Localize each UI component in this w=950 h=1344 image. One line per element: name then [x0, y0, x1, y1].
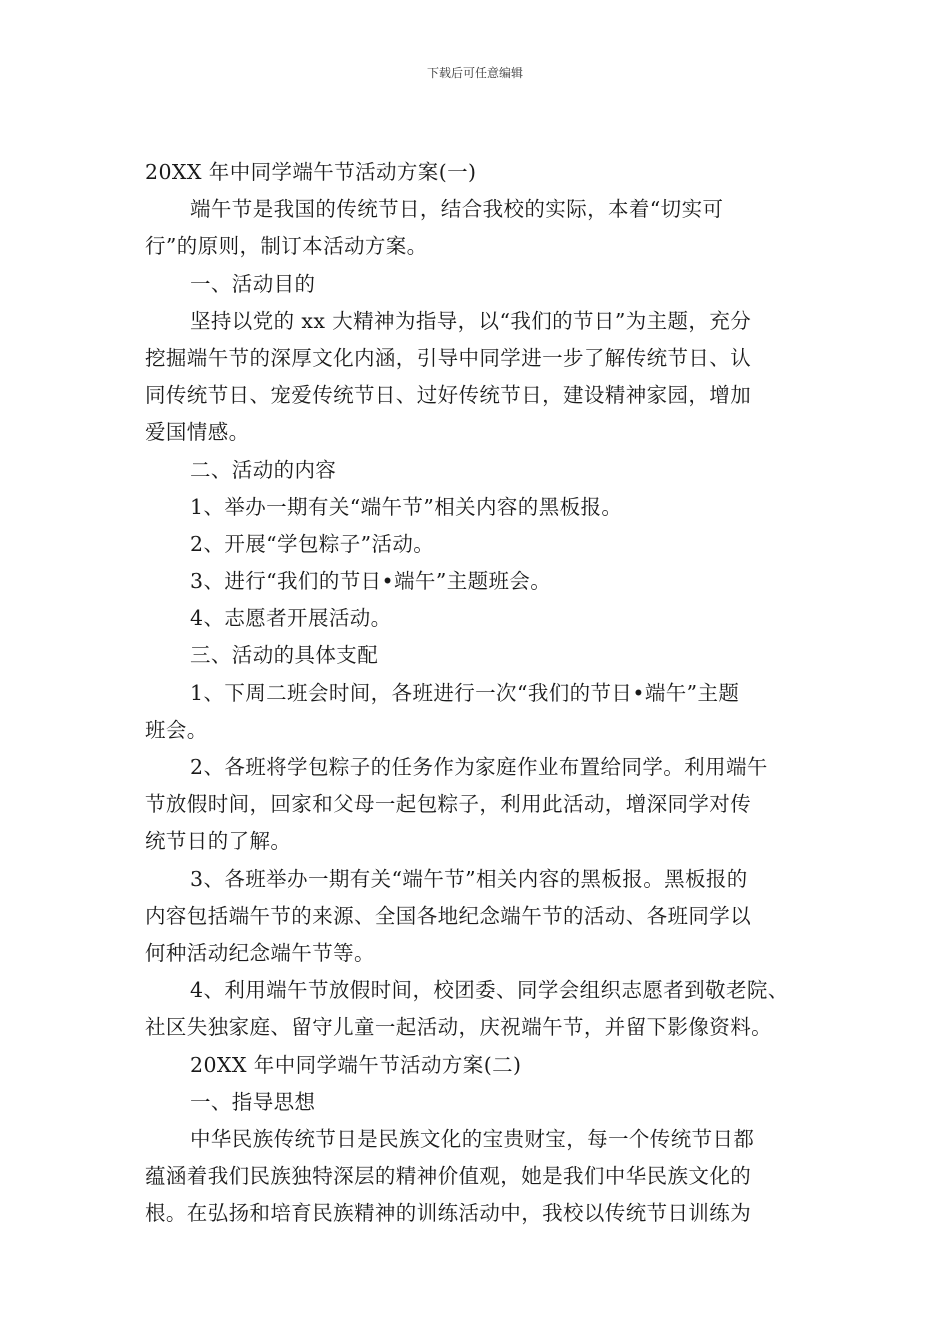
section-heading: 三、活动的具体支配 — [190, 643, 379, 668]
doc-line: 蕴涵着我们民族独特深层的精神价值观，她是我们中华民族文化的 — [145, 1164, 752, 1189]
doc-line: 根。在弘扬和培育民族精神的训练活动中，我校以传统节日训练为 — [145, 1201, 752, 1226]
doc-line: 节放假时间，回家和父母一起包粽子，利用此活动，增深同学对传 — [145, 792, 752, 817]
doc-line: 何种活动纪念端午节等。 — [145, 940, 375, 965]
section-heading: 二、活动的内容 — [190, 457, 337, 482]
doc-title-2: 20XX 年中同学端午节活动方案(二) — [190, 1052, 522, 1077]
list-item: 2、各班将学包粽子的任务作为家庭作业布置给同学。利用端午 — [190, 755, 768, 779]
doc-line: 行”的原则，制订本活动方案。 — [145, 234, 428, 259]
doc-line: 坚持以党的 xx 大精神为指导，以“我们的节日”为主题，充分 — [190, 308, 752, 333]
header-note: 下载后可任意编辑 — [426, 66, 523, 80]
document-body — [145, 154, 815, 1232]
list-item: 4、利用端午节放假时间，校团委、同学会组织志愿者到敬老院、 — [190, 978, 789, 1003]
section-heading: 一、活动目的 — [190, 271, 316, 296]
doc-line: 统节日的了解。 — [145, 829, 292, 854]
doc-line: 社区失独家庭、留守儿童一起活动，庆祝端午节，并留下影像资料。 — [145, 1015, 772, 1040]
doc-line: 端午节是我国的传统节日，结合我校的实际，本着“切实可 — [190, 197, 724, 222]
section-heading: 一、指导思想 — [190, 1089, 316, 1114]
list-item: 1、举办一期有关“端午节”相关内容的黑板报。 — [190, 494, 623, 519]
doc-title-1: 20XX 年中同学端午节活动方案(一) — [145, 160, 477, 184]
doc-line: 班会。 — [145, 717, 208, 742]
doc-line: 内容包括端午节的来源、全国各地纪念端午节的活动、各班同学以 — [145, 903, 752, 928]
doc-line: 中华民族传统节日是民族文化的宝贵财宝，每一个传统节日都 — [190, 1126, 755, 1151]
list-item: 4、志愿者开展活动。 — [190, 606, 392, 631]
doc-line: 挖掘端午节的深厚文化内涵，引导中同学进一步了解传统节日、认 — [145, 345, 752, 370]
list-item: 2、开展“学包粽子”活动。 — [190, 531, 435, 556]
list-item: 3、进行“我们的节日•端午”主题班会。 — [190, 569, 552, 594]
doc-line: 同传统节日、宠爱传统节日、过好传统节日，建设精神家园，增加 — [145, 383, 752, 408]
doc-line: 爱国情感。 — [145, 420, 250, 445]
list-item: 1、下周二班会时间，各班进行一次“我们的节日•端午”主题 — [190, 680, 740, 705]
list-item: 3、各班举办一期有关“端午节”相关内容的黑板报。黑板报的 — [190, 866, 748, 891]
